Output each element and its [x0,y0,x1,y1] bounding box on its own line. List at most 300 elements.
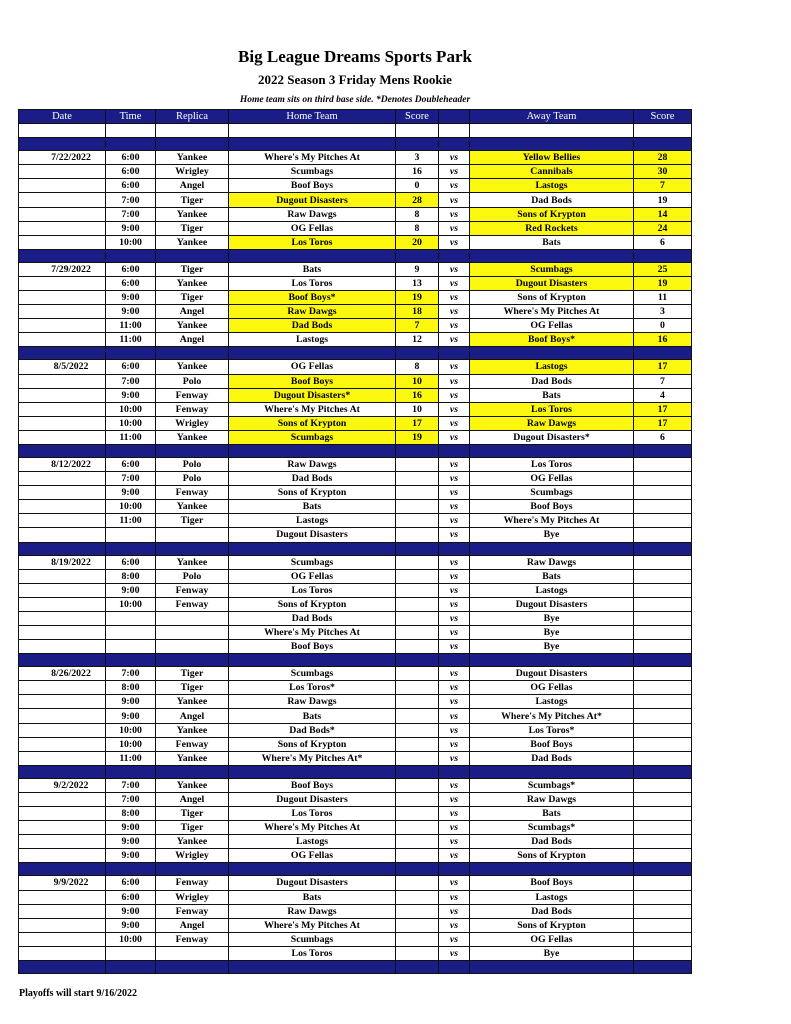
game-date [19,430,106,444]
away-score [634,695,692,709]
game-time: 7:00 [106,667,156,681]
schedule-body [19,124,692,974]
separator-cell [19,249,106,262]
home-team: Raw Dawgs [229,305,396,319]
game-row [19,695,692,709]
away-score [634,486,692,500]
home-team: Bats [229,262,396,276]
vs-label: vs [439,151,470,165]
game-time: 9:00 [106,583,156,597]
vs-label: vs [439,667,470,681]
game-date [19,193,106,207]
column-header-date: Date [19,110,106,124]
away-team: Bats [470,569,634,583]
separator-cell [470,444,634,457]
home-team: Boof Boys [229,778,396,792]
game-replica: Fenway [156,402,229,416]
game-date [19,597,106,611]
game-replica: Fenway [156,388,229,402]
away-team: Lastogs [470,360,634,374]
away-team: Dugout Disasters [470,597,634,611]
home-score [396,932,439,946]
column-header-time: Time [106,110,156,124]
game-time: 10:00 [106,402,156,416]
away-team: Los Toros [470,457,634,471]
vs-label: vs [439,876,470,890]
game-time: 10:00 [106,500,156,514]
separator-cell [156,138,229,151]
home-team: Dad Bods [229,319,396,333]
game-time: 9:00 [106,835,156,849]
game-replica: Yankee [156,207,229,221]
game-row [19,430,692,444]
separator-cell [439,444,470,457]
separator-cell [634,765,692,778]
away-score: 11 [634,291,692,305]
away-score: 17 [634,416,692,430]
game-row [19,751,692,765]
game-date [19,221,106,235]
week-separator [19,863,692,876]
separator-cell [634,542,692,555]
separator-cell [229,347,396,360]
game-replica: Wrigley [156,165,229,179]
game-replica: Polo [156,374,229,388]
separator-cell [634,960,692,973]
separator-cell [156,542,229,555]
vs-label: vs [439,305,470,319]
vs-label: vs [439,402,470,416]
home-score: 13 [396,276,439,290]
blank-cell [439,124,470,138]
home-score [396,486,439,500]
game-replica: Wrigley [156,416,229,430]
game-time: 7:00 [106,374,156,388]
game-time: 8:00 [106,807,156,821]
blank-cell [19,124,106,138]
separator-cell [439,138,470,151]
separator-cell [470,654,634,667]
game-row [19,528,692,542]
game-date [19,569,106,583]
week-separator [19,138,692,151]
game-date [19,514,106,528]
vs-label: vs [439,374,470,388]
separator-cell [396,765,439,778]
column-header-away-team: Away Team [470,110,634,124]
away-score [634,904,692,918]
game-time: 8:00 [106,681,156,695]
game-date [19,695,106,709]
game-time: 7:00 [106,778,156,792]
week-separator [19,960,692,973]
game-date [19,626,106,640]
game-replica: Yankee [156,235,229,249]
home-score [396,569,439,583]
game-date [19,235,106,249]
home-score [396,514,439,528]
game-row [19,723,692,737]
away-team: Bye [470,640,634,654]
separator-cell [229,863,396,876]
game-replica: Tiger [156,221,229,235]
home-team: Sons of Krypton [229,416,396,430]
game-row [19,792,692,806]
game-replica [156,611,229,625]
game-date [19,402,106,416]
game-replica: Angel [156,179,229,193]
home-score [396,835,439,849]
vs-label: vs [439,821,470,835]
away-team: Where's My Pitches At* [470,709,634,723]
separator-cell [156,960,229,973]
away-team: Boof Boys [470,500,634,514]
away-score: 14 [634,207,692,221]
away-team: Where's My Pitches At [470,305,634,319]
away-score: 24 [634,221,692,235]
separator-cell [229,654,396,667]
away-team: Dad Bods [470,193,634,207]
home-score: 17 [396,416,439,430]
separator-cell [19,765,106,778]
home-team: Dad Bods [229,472,396,486]
game-date [19,723,106,737]
away-score [634,751,692,765]
game-replica [156,626,229,640]
game-date: 8/12/2022 [19,457,106,471]
game-date [19,374,106,388]
away-team: Scumbags [470,486,634,500]
home-score [396,849,439,863]
game-replica: Fenway [156,583,229,597]
away-team: Lastogs [470,179,634,193]
game-row [19,583,692,597]
game-replica: Tiger [156,667,229,681]
game-replica: Yankee [156,723,229,737]
home-score [396,821,439,835]
game-replica: Tiger [156,681,229,695]
away-team: Dugout Disasters* [470,430,634,444]
week-separator [19,444,692,457]
game-time: 10:00 [106,932,156,946]
separator-cell [439,863,470,876]
away-team: Bats [470,388,634,402]
blank-cell [106,124,156,138]
game-row [19,626,692,640]
game-row [19,569,692,583]
away-score [634,681,692,695]
game-replica: Tiger [156,291,229,305]
away-team: Lastogs [470,890,634,904]
game-row [19,402,692,416]
game-date [19,319,106,333]
game-time [106,946,156,960]
game-date [19,486,106,500]
playoffs-note: Playoffs will start 9/16/2022 [19,988,138,999]
separator-cell [396,138,439,151]
away-team: Los Toros [470,402,634,416]
home-score [396,472,439,486]
home-team: Dugout Disasters [229,876,396,890]
away-team: Scumbags [470,262,634,276]
game-replica: Tiger [156,262,229,276]
game-time [106,640,156,654]
game-row [19,179,692,193]
game-time: 11:00 [106,430,156,444]
game-time: 6:00 [106,165,156,179]
game-time: 10:00 [106,416,156,430]
home-team: Lastogs [229,514,396,528]
home-score [396,597,439,611]
home-team: Where's My Pitches At [229,918,396,932]
separator-cell [396,347,439,360]
separator-cell [634,444,692,457]
game-row [19,876,692,890]
game-replica: Tiger [156,514,229,528]
home-team: OG Fellas [229,849,396,863]
away-score [634,457,692,471]
away-score [634,514,692,528]
game-replica [156,528,229,542]
game-date [19,611,106,625]
home-team: Los Toros* [229,681,396,695]
game-date [19,583,106,597]
away-score [634,626,692,640]
vs-label: vs [439,235,470,249]
game-date [19,305,106,319]
game-time: 7:00 [106,472,156,486]
vs-label: vs [439,611,470,625]
home-team: Bats [229,890,396,904]
vs-label: vs [439,528,470,542]
game-row [19,207,692,221]
vs-label: vs [439,430,470,444]
home-score: 8 [396,360,439,374]
home-team: Where's My Pitches At [229,626,396,640]
game-time: 11:00 [106,333,156,347]
away-score: 4 [634,388,692,402]
away-score: 28 [634,151,692,165]
home-team: OG Fellas [229,569,396,583]
game-time: 6:00 [106,360,156,374]
game-row [19,807,692,821]
game-time: 10:00 [106,597,156,611]
game-date [19,737,106,751]
blank-cell [634,124,692,138]
game-time: 9:00 [106,695,156,709]
home-score [396,626,439,640]
vs-label: vs [439,291,470,305]
home-team: Boof Boys [229,640,396,654]
vs-label: vs [439,737,470,751]
game-time: 9:00 [106,849,156,863]
game-date [19,276,106,290]
game-time: 9:00 [106,305,156,319]
game-row [19,291,692,305]
game-date [19,918,106,932]
separator-cell [106,347,156,360]
game-row [19,416,692,430]
away-team: OG Fellas [470,932,634,946]
away-team: Bye [470,946,634,960]
away-team: Raw Dawgs [470,416,634,430]
home-score: 19 [396,430,439,444]
home-score: 8 [396,221,439,235]
away-score: 17 [634,402,692,416]
week-separator [19,347,692,360]
week-separator [19,654,692,667]
game-time: 7:00 [106,207,156,221]
game-replica: Tiger [156,821,229,835]
game-time: 9:00 [106,709,156,723]
game-row [19,151,692,165]
vs-label: vs [439,500,470,514]
separator-cell [470,138,634,151]
separator-cell [229,765,396,778]
away-team: Dad Bods [470,835,634,849]
vs-label: vs [439,918,470,932]
home-score [396,681,439,695]
separator-cell [156,249,229,262]
separator-cell [156,654,229,667]
week-separator [19,249,692,262]
home-team: Los Toros [229,235,396,249]
vs-label: vs [439,165,470,179]
away-score [634,778,692,792]
vs-label: vs [439,319,470,333]
home-score: 10 [396,402,439,416]
game-date [19,807,106,821]
week-separator [19,765,692,778]
home-team: Where's My Pitches At [229,151,396,165]
home-score [396,695,439,709]
away-score: 0 [634,319,692,333]
game-time: 11:00 [106,319,156,333]
vs-label: vs [439,416,470,430]
home-score: 16 [396,165,439,179]
game-replica: Tiger [156,193,229,207]
separator-cell [439,249,470,262]
vs-label: vs [439,695,470,709]
column-header-vs [439,110,470,124]
vs-label: vs [439,193,470,207]
separator-cell [439,654,470,667]
away-team: Lastogs [470,583,634,597]
separator-cell [396,444,439,457]
game-date [19,751,106,765]
away-score: 17 [634,360,692,374]
game-date: 7/22/2022 [19,151,106,165]
away-score [634,737,692,751]
away-score: 6 [634,430,692,444]
vs-label: vs [439,904,470,918]
game-date [19,904,106,918]
game-replica: Polo [156,569,229,583]
separator-cell [156,863,229,876]
home-team: Los Toros [229,276,396,290]
away-team: Dad Bods [470,751,634,765]
game-row [19,333,692,347]
vs-label: vs [439,946,470,960]
home-team: Raw Dawgs [229,695,396,709]
separator-cell [229,138,396,151]
game-date [19,821,106,835]
away-team: Boof Boys [470,737,634,751]
vs-label: vs [439,179,470,193]
game-row [19,360,692,374]
vs-label: vs [439,597,470,611]
home-team: Sons of Krypton [229,597,396,611]
game-date [19,165,106,179]
vs-label: vs [439,723,470,737]
vs-label: vs [439,807,470,821]
game-time: 9:00 [106,221,156,235]
separator-cell [106,765,156,778]
game-row [19,835,692,849]
vs-label: vs [439,514,470,528]
home-score [396,555,439,569]
game-time: 10:00 [106,737,156,751]
game-row [19,555,692,569]
game-row [19,849,692,863]
home-score [396,528,439,542]
home-team: Boof Boys [229,179,396,193]
game-row [19,681,692,695]
game-time: 9:00 [106,918,156,932]
home-score [396,667,439,681]
game-date [19,835,106,849]
home-team: Raw Dawgs [229,207,396,221]
home-score: 16 [396,388,439,402]
separator-cell [19,960,106,973]
away-score [634,849,692,863]
game-time: 11:00 [106,751,156,765]
home-score: 9 [396,262,439,276]
away-team: Boof Boys* [470,333,634,347]
vs-label: vs [439,751,470,765]
separator-cell [396,960,439,973]
away-score: 19 [634,276,692,290]
game-date: 8/26/2022 [19,667,106,681]
away-score [634,640,692,654]
separator-cell [439,542,470,555]
game-row [19,472,692,486]
game-time: 9:00 [106,821,156,835]
away-score [634,583,692,597]
away-score [634,890,692,904]
game-date [19,849,106,863]
game-replica: Wrigley [156,890,229,904]
separator-cell [396,542,439,555]
game-row [19,821,692,835]
game-row [19,165,692,179]
vs-label: vs [439,457,470,471]
vs-label: vs [439,681,470,695]
away-score [634,597,692,611]
home-score [396,918,439,932]
home-score: 10 [396,374,439,388]
game-time: 7:00 [106,792,156,806]
game-time: 7:00 [106,193,156,207]
game-replica: Yankee [156,360,229,374]
vs-label: vs [439,583,470,597]
away-score [634,569,692,583]
away-score: 6 [634,235,692,249]
column-header-home-team: Home Team [229,110,396,124]
home-team: Bats [229,709,396,723]
home-team: Scumbags [229,165,396,179]
vs-label: vs [439,276,470,290]
